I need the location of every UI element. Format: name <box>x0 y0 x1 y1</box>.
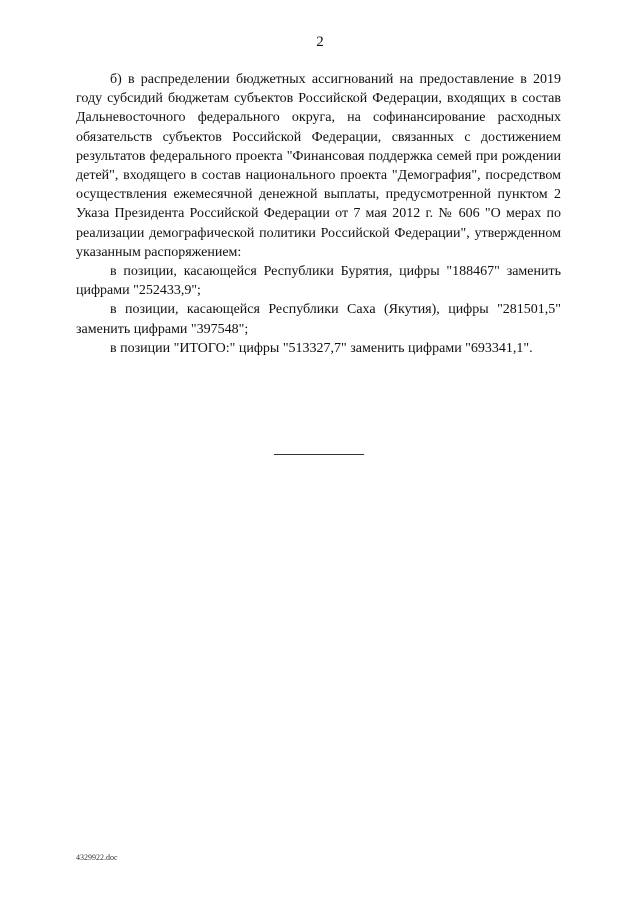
paragraph-sakha: в позиции, касающейся Республики Саха (Якутия), цифры "281501,5" заменить цифрами "397548"; <box>76 302 561 337</box>
paragraph-total: в позиции "ИТОГО:" цифры "513327,7" заменить цифрами "693341,1". <box>110 340 533 356</box>
end-separator <box>274 454 364 455</box>
document-code: 4329922.doc <box>76 853 118 862</box>
paragraph-buryatia: в позиции, касающейся Республики Бурятия, цифры "188467" заменить цифрами "252433,9"; <box>76 264 561 299</box>
document-body <box>76 70 561 358</box>
paragraph-budget-allocation: б) в распределении бюджетных ассигнований на предоставление в 2019 году субсидий бюджетам субъектов Российской Федерации, входящих в состав Дальневосточного федерального округа, на софинансирование расходных обязательств субъектов Российской Федерации, связанных с достижением результатов федерального проекта "Финансовая поддержка семей при рождении детей", входящего в состав национального проекта "Демография", посредством осуществления ежемесячной денежной выплаты, предусмотренной пунктом 2 Указа Президента Российской Федерации от 7 мая 2012 г. № 606 "О мерах по реализации демографической политики Российской Федерации", утвержденном указанным распоряжением: <box>76 72 561 260</box>
page-number: 2 <box>316 34 324 50</box>
